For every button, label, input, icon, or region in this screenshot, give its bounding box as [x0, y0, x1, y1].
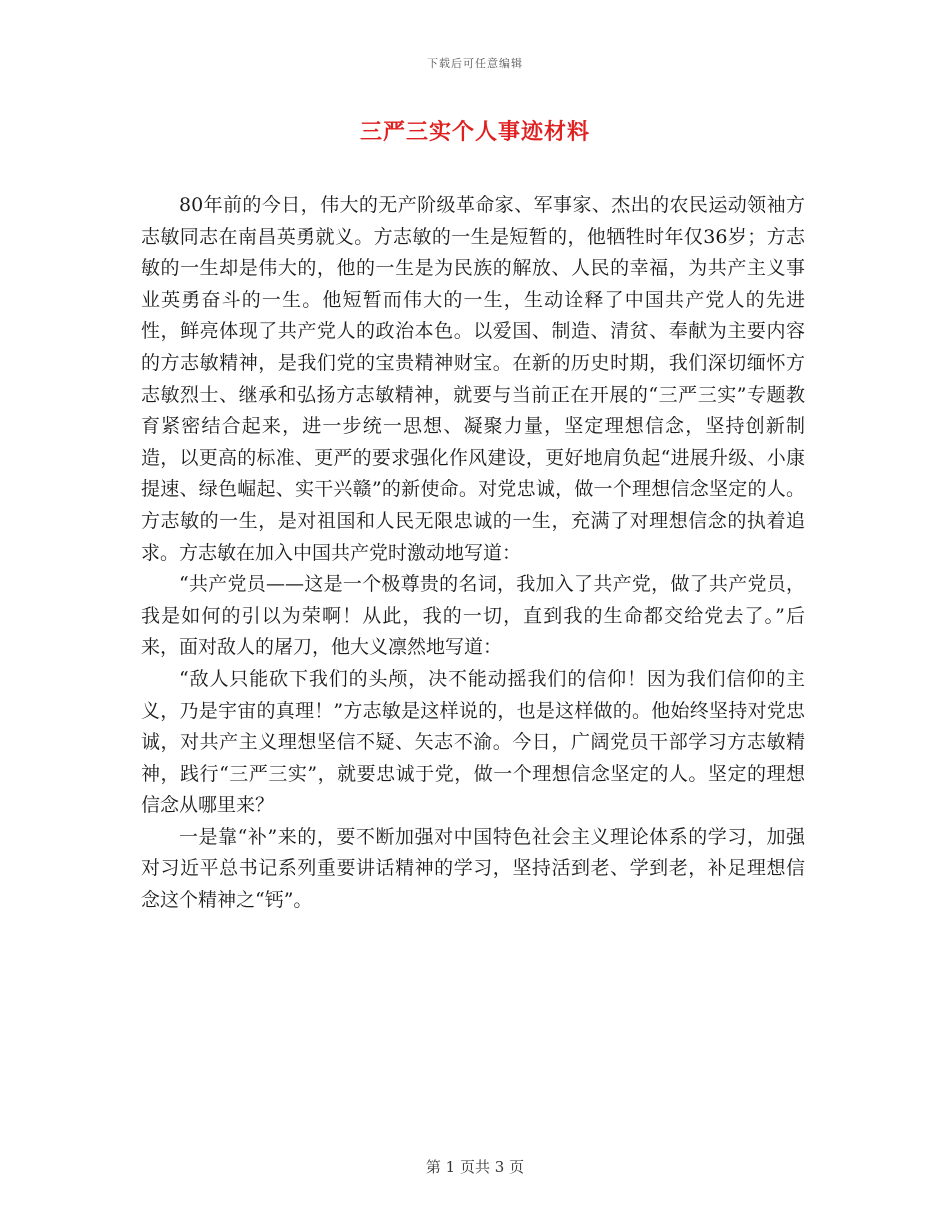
- paragraph-2: “共产党员——这是一个极尊贵的名词，我加入了共产党，做了共产党员，我是如何的引以为荣啊！从此，我的一切，直到我的生命都交给党去了。”后来，面对敌人的屠刀，他大义凛然地写道：: [141, 573, 805, 659]
- document-body: [141, 190, 805, 917]
- document-title: 三严三实个人事迹材料: [359, 119, 590, 145]
- paragraph-1: 80年前的今日，伟大的无产阶级革命家、军事家、杰出的农民运动领袖方志敏同志在南昌英勇就义。方志敏的一生是短暂的，他牺牲时年仅36岁；方志敏的一生却是伟大的，他的一生是为民族的解放、人民的幸福，为共产主义事业英勇奋斗的一生。他短暂而伟大的一生，生动诠释了中国共产党人的先进性，鲜亮体现了共产党人的政治本色。以爱国、制造、清贫、奉献为主要内容的方志敏精神，是我们党的宝贵精神财宝。在新的历史时期，我们深切缅怀方志敏烈士、继承和弘扬方志敏精神，就要与当前正在开展的“三严三实”专题教育紧密结合起来，进一步统一思想、凝聚力量，坚定理想信念，坚持创新制造，以更高的标准、更严的要求强化作风建设，更好地肩负起“进展升级、小康提速、绿色崛起、实干兴赣”的新使命。对党忠诚，做一个理想信念坚定的人。方志敏的一生，是对祖国和人民无限忠诚的一生，充满了对理想信念的执着追求。方志敏在加入中国共产党时激动地写道：: [141, 194, 805, 564]
- paragraph-4: 一是靠“补”来的，要不断加强对中国特色社会主义理论体系的学习，加强对习近平总书记系列重要讲话精神的学习，坚持活到老、学到老，补足理想信念这个精神之“钙”。: [141, 825, 805, 912]
- paragraph-3: “敌人只能砍下我们的头颅，决不能动摇我们的信仰！因为我们信仰的主义，乃是宇宙的真理！”方志敏是这样说的，也是这样做的。他始终坚持对党忠诚，对共产主义理想坚信不疑、矢志不渝。今日，广阔党员干部学习方志敏精神，践行“三严三实”，就要忠诚于党，做一个理想信念坚定的人。坚定的理想信念从哪里来？: [141, 667, 805, 817]
- page-number: 第 1 页共 3 页: [425, 1158, 525, 1176]
- page-header-note: 下载后可任意编辑: [427, 57, 523, 70]
